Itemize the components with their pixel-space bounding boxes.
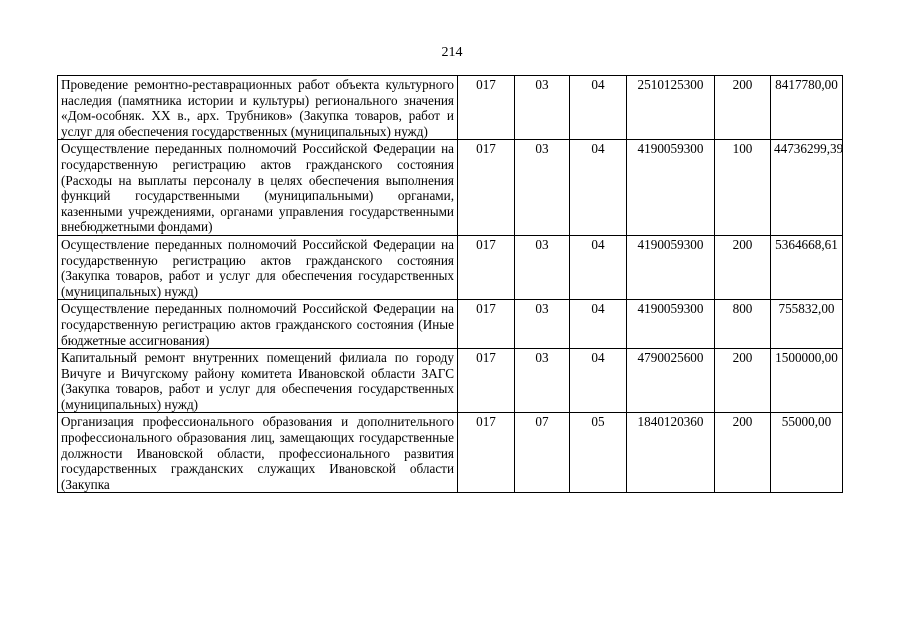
row-description: Осуществление переданных полномочий Российской Федерации на государственную регистрацию актов гражданского состояния (Закупка товаров, работ и услуг для обеспечения государственных (муниципальных) нужд) — [58, 235, 458, 299]
row-target-code: 4190059300 — [627, 300, 715, 349]
row-grbs-code: 017 — [458, 76, 515, 140]
table-row — [58, 140, 843, 236]
page-number: 214 — [441, 45, 463, 60]
row-amount: 755832,00 — [771, 300, 843, 349]
row-target-code: 2510125300 — [627, 76, 715, 140]
row-grbs-code: 017 — [458, 300, 515, 349]
row-grbs-code: 017 — [458, 413, 515, 493]
table-row — [58, 235, 843, 299]
table-row — [58, 76, 843, 140]
row-subsection-code: 04 — [570, 235, 627, 299]
budget-table — [57, 75, 843, 493]
row-expense-type: 200 — [715, 76, 771, 140]
row-expense-type: 200 — [715, 349, 771, 413]
row-description: Проведение ремонтно-реставрационных работ объекта культурного наследия (памятника истории и культуры) регионального значения «Дом-особняк. XX в., арх. Трубников» (Закупка товаров, работ и услуг для обеспечения государственных (муниципальных) нужд) — [58, 76, 458, 140]
table-row — [58, 413, 843, 493]
row-amount: 8417780,00 — [771, 76, 843, 140]
table-row — [58, 300, 843, 349]
row-target-code: 4190059300 — [627, 140, 715, 236]
row-subsection-code: 04 — [570, 349, 627, 413]
row-section-code: 03 — [515, 235, 570, 299]
row-description: Осуществление переданных полномочий Российской Федерации на государственную регистрацию актов гражданского состояния (Иные бюджетные ассигнования) — [58, 300, 458, 349]
row-grbs-code: 017 — [458, 235, 515, 299]
row-amount: 5364668,61 — [771, 235, 843, 299]
row-expense-type: 800 — [715, 300, 771, 349]
table-row — [58, 349, 843, 413]
row-subsection-code: 04 — [570, 140, 627, 236]
row-target-code: 4790025600 — [627, 349, 715, 413]
row-amount: 1500000,00 — [771, 349, 843, 413]
row-expense-type: 200 — [715, 235, 771, 299]
row-target-code: 4190059300 — [627, 235, 715, 299]
row-amount: 44736299,39 — [771, 140, 843, 236]
row-target-code: 1840120360 — [627, 413, 715, 493]
row-grbs-code: 017 — [458, 349, 515, 413]
row-section-code: 07 — [515, 413, 570, 493]
row-amount: 55000,00 — [771, 413, 843, 493]
row-expense-type: 200 — [715, 413, 771, 493]
row-grbs-code: 017 — [458, 140, 515, 236]
row-subsection-code: 04 — [570, 300, 627, 349]
row-section-code: 03 — [515, 140, 570, 236]
row-description: Организация профессионального образования и дополнительного профессионального образования лиц, замещающих государственные должности Ивановской области, профессионального развития государственных гражданских служащих Ивановской области (Закупка — [58, 413, 458, 493]
row-expense-type: 100 — [715, 140, 771, 236]
row-section-code: 03 — [515, 76, 570, 140]
row-subsection-code: 04 — [570, 76, 627, 140]
row-section-code: 03 — [515, 300, 570, 349]
row-description: Капитальный ремонт внутренних помещений филиала по городу Вичуге и Вичугскому району комитета Ивановской области ЗАГС (Закупка товаров, работ и услуг для обеспечения государственных (муниципальных) нужд) — [58, 349, 458, 413]
row-description: Осуществление переданных полномочий Российской Федерации на государственную регистрацию актов гражданского состояния (Расходы на выплаты персоналу в целях обеспечения выполнения функций государственными (муниципальными) органами, казенными учреждениями, органами управления государственными внебюджетными фондами) — [58, 140, 458, 236]
row-section-code: 03 — [515, 349, 570, 413]
row-subsection-code: 05 — [570, 413, 627, 493]
